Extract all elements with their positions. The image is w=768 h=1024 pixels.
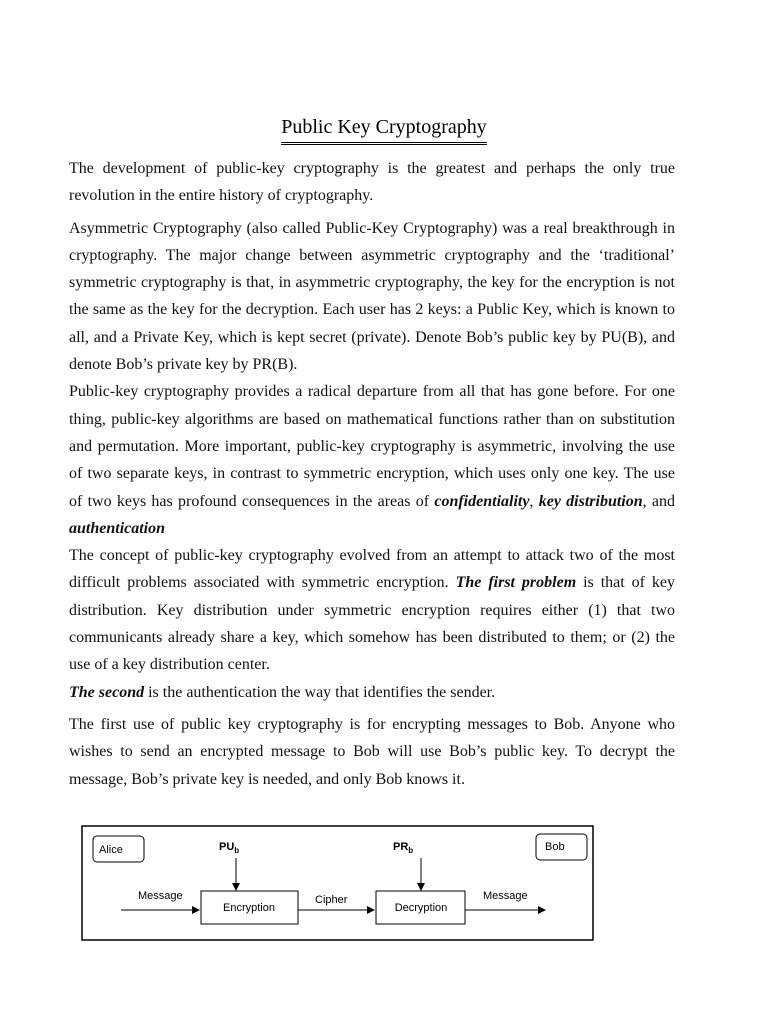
paragraph-second-text: is the authentication the way that identifies the sender. xyxy=(148,683,496,701)
alice-label: Alice xyxy=(99,844,123,856)
paragraph-first-use: The first use of public key cryptography is for encrypting messages to Bob. Anyone who wishes to send an encrypted message to Bob will use Bob’s public key. To decrypt the message, Bob’s private key is needed, and only Bob knows it. xyxy=(69,715,675,788)
encryption-diagram xyxy=(81,825,594,943)
paragraph-departure-text: Public-key cryptography provides a radical departure from all that has gone before. For one thing, public-key algorithms are based on mathematical functions rather than on substitution and permutation. More important, public-key cryptography is asymmetric, involving the use of two separate keys, in contrast to symmetric encryption, which uses only one key. The use of two keys has profound consequences in the areas of xyxy=(69,383,675,510)
message-in-label: Message xyxy=(138,890,183,902)
paragraph-departure xyxy=(69,378,675,542)
paragraph-concept xyxy=(69,542,675,678)
diagram-svg xyxy=(81,825,594,943)
public-key-label-sub: b xyxy=(234,846,240,855)
paragraph-intro: The development of public-key cryptography is the greatest and perhaps the only true revolution in the entire history of cryptography. xyxy=(69,160,675,205)
paragraph-second xyxy=(69,679,675,706)
private-key-label xyxy=(393,841,413,855)
private-key-label-main: PR xyxy=(393,841,409,853)
private-key-label-sub: b xyxy=(408,846,414,855)
public-key-label-main: PU xyxy=(219,841,235,853)
term-the-second: The second xyxy=(69,683,145,701)
term-key-distribution: key distribution xyxy=(538,492,643,510)
paragraph-asymmetric: Asymmetric Cryptography (also called Public-Key Cryptography) was a real breakthrough in cryptography. The major change between asymmetric cryptography and the ‘traditional’ symmetric cryptography is that, in asymmetric cryptography, the key for the encryption is not the same as the key for the decryption. Each user has 2 keys: a Public Key, which is known to all, and a Private Key, which is kept secret (private). Denote Bob’s public key by PU(B), and denote Bob’s private key by PR(B). xyxy=(69,219,675,374)
public-key-label xyxy=(219,841,239,855)
term-authentication: authentication xyxy=(69,519,166,537)
cipher-label: Cipher xyxy=(315,894,348,906)
paragraph-concept-text-2: is that of key distribution. Key distribution under symmetric encryption requires either (1) that two communicants already share a key, which somehow has been distributed to them; or (2) the use of a key distribution center. xyxy=(69,574,676,674)
separator: , xyxy=(529,492,534,510)
document-body xyxy=(69,155,675,793)
decryption-label: Decryption xyxy=(394,902,448,914)
page-title xyxy=(0,116,768,145)
diagram-frame xyxy=(82,826,593,940)
term-first-problem: The first problem xyxy=(455,574,577,592)
message-out-label: Message xyxy=(483,890,528,902)
bob-label: Bob xyxy=(545,841,565,853)
separator: , and xyxy=(642,492,676,510)
paragraph-concept-text: The concept of public-key cryptography evolved from an attempt to attack two of the most difficult problems associated with symmetric encryption. xyxy=(69,547,675,592)
encryption-label: Encryption xyxy=(223,902,275,914)
page-title-text: Public Key Cryptography xyxy=(281,116,487,145)
term-confidentiality: confidentiality xyxy=(434,492,530,510)
